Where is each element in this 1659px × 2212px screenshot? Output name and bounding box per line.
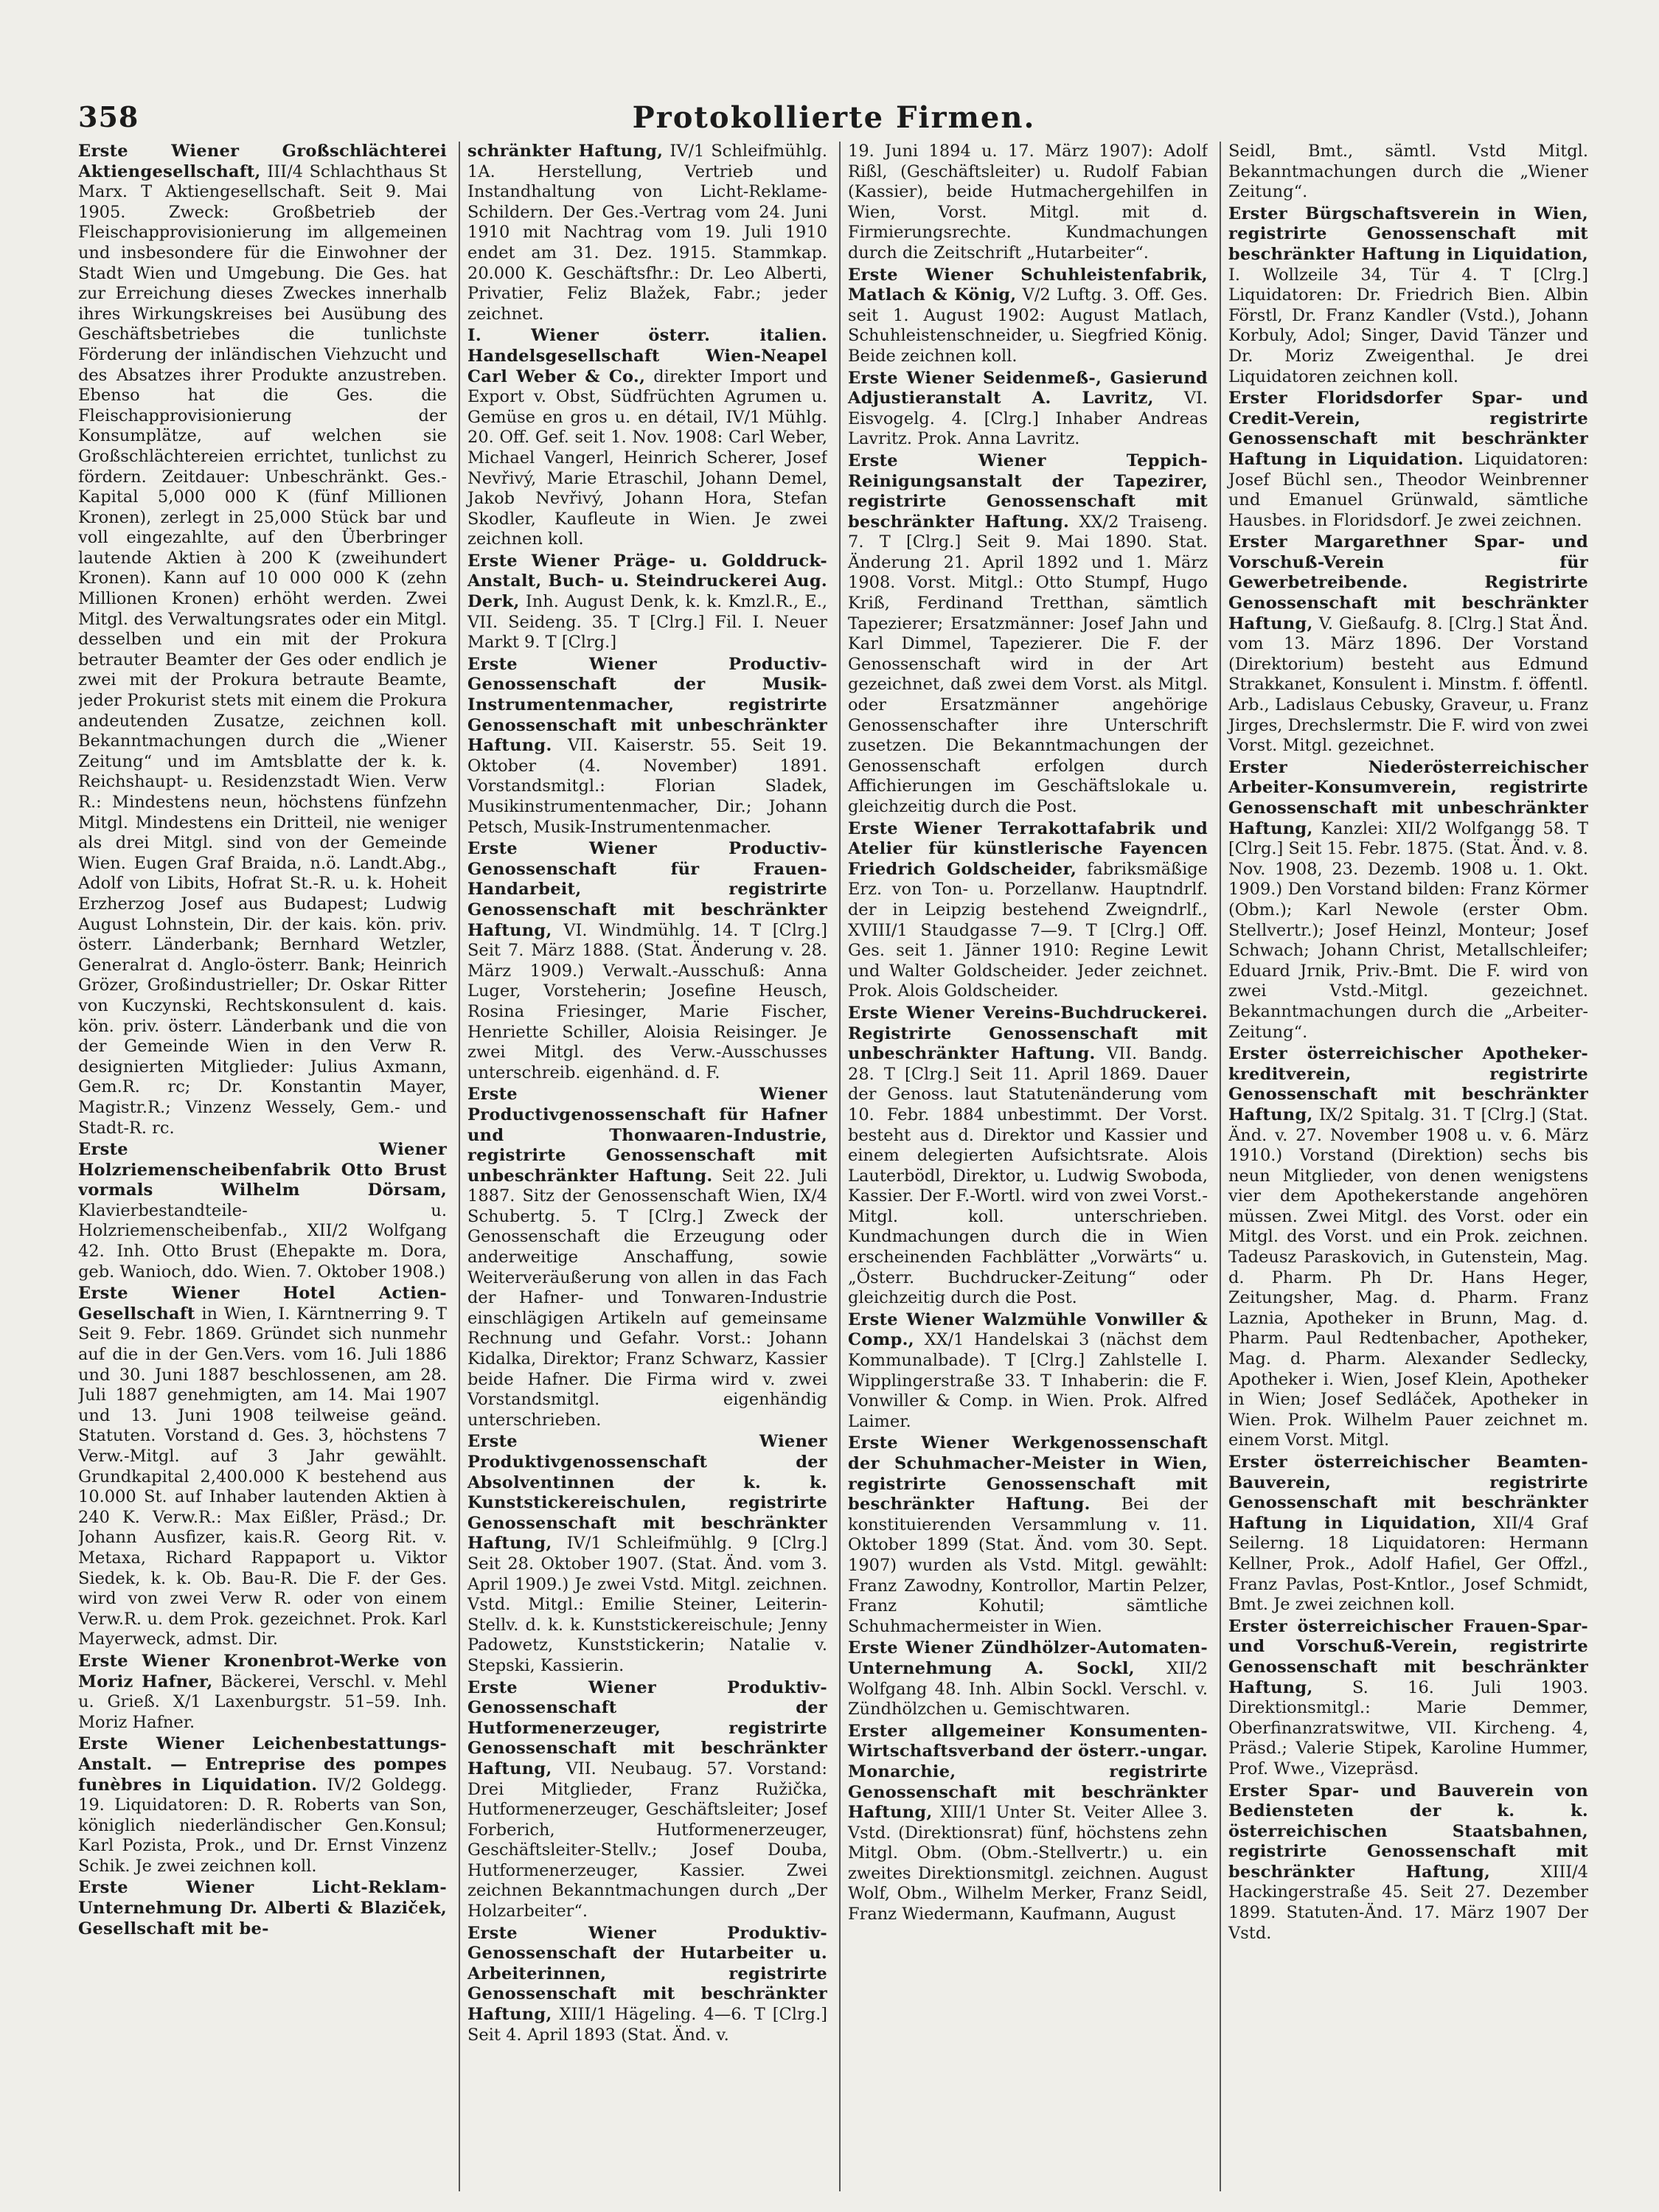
firm-entry — [848, 819, 1208, 1002]
firm-details: Seidl, Bmt., sämtl. Vstd Mitgl. Bekanntmachungen durch die „Wiener Zeitung“. — [1228, 142, 1588, 202]
firm-details: VII. Kaiserstr. 55. Seit 19. Oktober (4. November) 1891. Vorstandsmitgl.: Florian Sladek, Musikinstrumentenmacher, Dir.; Johann Petsch, Musik-Instrumentenmacher. — [467, 736, 827, 837]
firm-name: Erster österreichischer Frauen-Spar- und Vorschuß-Verein, registrirte Genossenschaft mit beschränkter Haftung, — [1228, 1616, 1588, 1697]
firm-name: Erster Margarethner Spar- und Vorschuß-Verein für Gewerbetreibende. Registrirte Genossenschaft mit beschränkter Haftung, — [1228, 532, 1588, 633]
firm-details: XIII/4 Hackingerstraße 45. Seit 27. Dezember 1899. Statuten-Änd. 17. März 1907 Der Vstd. — [1228, 1862, 1588, 1943]
firm-entry — [467, 1678, 827, 1922]
firm-details: direkter Import und Export v. Obst, Südfrüchten Agrumen u. Gemüse en gros u. en détail, IV/1 Mühlg. 20. Off. Gef. seit 1. Nov. 1908: Carl Weber, Michael Vangerl, Heinrich Scherer, Josef Nevřivý, Marie Etraschil, Johann Demel, Jakob Nevřivý, Johann Hora, Stefan Skodler, Kaufleute in Wien. Je zwei zeichnen koll. — [467, 366, 827, 549]
firm-entry — [1228, 532, 1588, 757]
firm-entry — [848, 451, 1208, 818]
firm-name: Erste Wiener Holzriemenscheibenfabrik Otto Brust vormals Wilhelm Dörsam, — [78, 1140, 447, 1200]
firm-name: Erster Floridsdorfer Spar- und Credit-Verein, registrirte Genossenschaft mit beschränkter Haftung in Liquidation. — [1228, 389, 1588, 469]
firm-entry — [467, 142, 827, 324]
firm-entry — [848, 1722, 1208, 1925]
firm-details: Kanzlei: XII/2 Wolfgangg 58. T [Clrg.] Seit 15. Febr. 1875. (Stat. Änd. v. 8. Nov. 1908, 23. Dezemb. 1908 u. 1. Okt. 1909.) Den Vorstand bilden: Franz Körmer (Obm.); Karl Newole (erster Obm. Stellvertr.); Josef Heinzl, Monteur; Josef Schwach; Johann Christ, Metallschleifer; Eduard Jrnik, Priv.-Bmt. Die F. wird von zwei Vstd.-Mitgl. gezeichnet. Bekanntmachungen durch die „Arbeiter-Zeitung“. — [1228, 818, 1588, 1042]
firm-entry — [78, 1140, 447, 1282]
firm-details: Bäckerei, Verschl. v. Mehl u. Grieß. X/1 Laxenburgstr. 51–59. Inh. Moriz Hafner. — [78, 1672, 447, 1732]
firm-details: Inh. August Denk, k. k. Kmzl.R., E., VII. Seideng. 35. T [Clrg.] Fil. I. Neuer Markt 9. T [Clrg.] — [467, 592, 827, 653]
firm-entry — [467, 655, 827, 838]
firm-entry — [1228, 204, 1588, 387]
firm-details: III/4 Schlachthaus St Marx. T Aktiengesellschaft. Seit 9. Mai 1905. Zweck: Großbetrieb der Fleischapprovisionierung im allgemeinen und insbesondere für die Einwohner der Stadt Wien und Umgebung. Die Ges. hat zur Erreichung dieses Zweckes innerhalb ihres Wirkungskreises bei Ausübung des Geschäftsbetriebes die tunlichste Förderung der inländischen Viehzucht und des Absatzes ihrer Produkte anzustreben. Ebenso hat die Ges. die Fleischapprovisionierung der Konsumplätze, auf welchen sie Großschlächtereien errichtet, tunlichst zu fördern. Zeitdauer: Unbeschränkt. Ges.-Kapital 5,000 000 K (fünf Millionen Kronen), zerlegt in 25,000 Stück bar und voll eingezahlte, auf den Überbringer lautende Aktien à 200 K (zweihundert Kronen). Kann auf 10 000 000 K (zehn Millionen Kronen) erhöht werden. Zwei Mitgl. des Verwaltungsrates oder ein Mitgl. desselben und ein mit der Prokura betrauter Beamter der Ges oder endlich je zwei mit der Prokura betraute Beamte, jeder Prokurist stets mit einem die Prokura andeutenden Zusatze, zeichnen koll. Bekanntmachungen durch die „Wiener Zeitung“ und im Amtsblatte der k. k. Reichshaupt- u. Residenzstadt Wien. Verw R.: Mindestens neun, höchstens fünfzehn Mitgl. Mindestens ein Dritteil, nie weniger als drei Mitgl. sind von der Gemeinde Wien. Eugen Graf Braida, n.ö. Landt.Abg., Adolf von Libits, Hofrat St.-R. u. k. Hoheit Erzherzog Josef aus Budapest; Ludwig August Lohnstein, Dir. der kais. kön. priv. österr. Länderbank; Bernhard Wetzler, Generalrat d. Anglo-österr. Bank; Heinrich Grözer, Großindustrieller; Dr. Oskar Ritter von Kuczynski, Rechtskonsulent d. kais. kön. priv. österr. Länderbank und die von der Gemeinde Wien in den Verw R. designierten Mitglieder: Julius Axmann, Gem.R. rc; Dr. Konstantin Mayer, Magistr.R.; Vinzenz Wessely, Gem.- und Stadt-R. rc. — [78, 161, 447, 1138]
firm-name: Erste Wiener Produktiv-Genossenschaft der Hutformenerzeuger, registrirte Genossenschaft mit beschränkter Haftung, — [467, 1677, 827, 1778]
firm-details: Klavierbestandteile- u. Holzriemenscheibenfab., XII/2 Wolfgang 42. Inh. Otto Brust (Ehepakte m. Dora, geb. Wanioch, ddo. Wien. 7. Oktober 1908.) — [78, 1200, 447, 1281]
firm-name: Erste Wiener Productiv-Genossenschaft der Musik-Instrumentenmacher, registrirte Genossenschaft mit unbeschränkter Haftung. — [467, 654, 827, 756]
firm-details: V. Gießaufg. 8. [Clrg.] Stat Änd. vom 13. März 1896. Der Vorstand (Direktorium) besteht aus Edmund Strakkanet, Konsulent i. Minstm. f. öffentl. Arb., Ladislaus Cebusky, Graveur, u. Franz Jirges, Drechslermstr. Die F. wird von zwei Vorst. Mitgl. gezeichnet. — [1228, 613, 1588, 756]
firm-entry — [848, 1310, 1208, 1433]
firm-name: Erster österreichischer Beamten-Bauverein, registrirte Genossenschaft mit beschränkter Haftung in Liquidation, — [1228, 1453, 1588, 1533]
firm-entry — [848, 1004, 1208, 1309]
firm-details: IV/1 Schleifmühlg. 1A. Herstellung, Vertrieb und Instandhaltung von Licht-Reklame-Schildern. Der Ges.-Vertrag vom 24. Juni 1910 mit Nachtrag vom 19. Juli 1910 endet am 31. Dez. 1915. Stammkap. 20.000 K. Geschäftsfhr.: Dr. Leo Alberti, Privatier, Feliz Blažek, Fabr.; jeder zeichnet. — [467, 142, 827, 324]
firm-entry — [848, 1638, 1208, 1719]
firm-entry — [1228, 1781, 1588, 1944]
firm-name: Erste Wiener Terrakottafabrik und Atelier für künstlerische Fayencen Friedrich Goldscheider, — [848, 818, 1208, 879]
firm-details: VII. Neubaug. 57. Vorstand: Drei Mitglieder, Franz Ružička, Hutformenerzeuger, Geschäftsleiter; Josef Forberich, Hutformenerzeuger, Geschäftsleiter-Stellv.; Josef Douba, Hutformenerzeuger, Kassier. Zwei zeichnen Bekanntmachungen durch „Der Holzarbeiter“. — [467, 1759, 827, 1921]
firm-details: V/2 Luftg. 3. Off. Ges. seit 1. August 1902: August Matlach, Schuhleistenschneider, u. Siegfried König. Beide zeichnen koll. — [848, 285, 1208, 366]
firm-details: XII/2 Wolfgang 48. Inh. Albin Sockl. Verschl. v. Zündhölzchen u. Gemischtwaren. — [848, 1658, 1208, 1719]
page-number: 358 — [78, 100, 139, 133]
firm-entry — [848, 265, 1208, 367]
firm-details: I. Wollzeile 34, Tür 4. T [Clrg.] Liquidatoren: Dr. Friedrich Bien. Albin Förstl, Dr. Franz Kandler (Vstd.), Johann Korbuly, Adol; Singer, David Tänzer und Dr. Moriz Zweigenthal. Je drei Liquidatoren zeichnen koll. — [1228, 265, 1588, 386]
firm-entry — [78, 1734, 447, 1877]
firm-details: XIII/1 Unter St. Veiter Allee 3. Vstd. (Direktionsrat) fünf, höchstens zehn Mitgl. Obm. (Obm.-Stellvertr.) u. ein zweites Direktionsmitgl. zeichnen. August Wolf, Obm., Wilhelm Merker, Franz Seidl, Franz Wiedermann, Kaufmann, August — [848, 1803, 1208, 1924]
firm-name: Erste Wiener Schuhleistenfabrik, Matlach & König, — [848, 265, 1208, 305]
firm-entry — [467, 326, 827, 550]
firm-name: Erste Wiener Hotel Actien-Gesellschaft — [78, 1284, 447, 1324]
page-header — [78, 100, 1590, 142]
firm-details: VI. Eisvogelg. 4. [Clrg.] Inhaber Andreas Lavritz. Prok. Anna Lavritz. — [848, 389, 1208, 449]
firm-details: in Wien, I. Kärntnerring 9. T Seit 9. Febr. 1869. Gründet sich nunmehr auf die in der Gen.Vers. vom 16. Juli 1886 und 30. Juni 1887 beschlossenen, am 28. Juli 1887 genehmigten, am 14. Mai 1907 und 13. Juni 1908 teilweise geänd. Statuten. Vorstand d. Ges. 3, höchstens 7 Verw.-Mitgl. auf 3 Jahr gewählt. Grundkapital 2,400.000 K bestehend aus 10.000 St. auf Inhaber lautenden Aktien à 240 K. Verw.R.: Max Eißler, Präsd.; Dr. Johann Ausfizer, kais.R. Georg Rit. v. Metaxa, Richard Rappaport u. Viktor Siedek, k. k. Ob. Bau-R. Die F. der Ges. wird von zwei Verw R. oder von einem Verw.R. u. dem Prok. gezeichnet. Prok. Karl Mayerweck, admst. Dir. — [78, 1304, 447, 1649]
firm-entry — [78, 1652, 447, 1733]
firm-details: S. 16. Juli 1903. Direktionsmitgl.: Marie Demmer, Oberfinanzratswitwe, VII. Kircheng. 4, Präsd.; Valerie Stipek, Karoline Hummer, Prof. Wwe., Vizepräsd. — [1228, 1677, 1588, 1778]
firm-entry — [848, 369, 1208, 450]
firm-name: Erste Wiener Produktivgenossenschaft der Absolventinnen der k. k. Kunststickereischulen, registrirte Genossenschaft mit beschränkter Haftung, — [467, 1432, 827, 1554]
firm-details: XX/1 Handelskai 3 (nächst dem Kommunalbade). T [Clrg.] Zahlstelle I. Wipplingerstraße 33. T Inhaberin: die F. Vonwiller & Comp. in Wien. Prok. Alfred Laimer. — [848, 1330, 1208, 1431]
firm-details: Seit 22. Juli 1887. Sitz der Genossenschaft Wien, IX/4 Schubertg. 5. T [Clrg.] Zweck der Genossenschaft die Erzeugung oder anderweitige Anschaffung, sowie Weiterveräußerung von allen in das Fach der Hafner- und Tonwaren-Industrie einschlägigen Artikeln auf gemeinsame Rechnung und Gefahr. Vorst.: Johann Kidalka, Direktor; Franz Schwarz, Kassier beide Hafner. Die Firma wird v. zwei Vorstandsmitgl. eigenhändig unterschrieben. — [467, 1166, 827, 1430]
firm-details: XX/2 Traiseng. 7. T [Clrg.] Seit 9. Mai 1890. Stat. Änderung 21. April 1892 und 1. März 1908. Vorst. Mitgl.: Otto Stumpf, Hugo Kriß, Ferdinand Tretthan, sämtlich Tapezierer; Ersatzmänner: Josef Jahn und Karl Dimmel, Tapezierer. Die F. der Genossenschaft wird in der Art gezeichnet, daß zwei dem Vorst. als Mitgl. oder Ersatzmänner angehörige Genossenschafter ihre Unterschrift zusetzen. Die Bekanntmachungen der Genossenschaft erfolgen durch Affichierungen im Geschäftslokale u. gleichzeitig durch die Post. — [848, 512, 1208, 816]
firm-entry — [78, 142, 447, 1138]
firm-name: Erste Wiener Seidenmeß-, Gasierund Adjustieranstalt A. Lavritz, — [848, 368, 1208, 408]
firm-name: Erste Wiener Walzmühle Vonwiller & Comp., — [848, 1310, 1208, 1350]
firm-entry — [1228, 1044, 1588, 1451]
firm-details: XII/4 Graf Seilerng. 18 Liquidatoren: Hermann Kellner, Prok., Adolf Hafiel, Ger Offzl., Franz Pavlas, Post-Kntlor., Josef Schmidt, Bmt. Je zwei zeichnen koll. — [1228, 1513, 1588, 1615]
firm-name: schränkter Haftung, — [467, 142, 664, 161]
firm-name: Erste Wiener Licht-Reklam-Unternehmung Dr. Alberti & Blaziček, Gesellschaft mit be- — [78, 1878, 447, 1938]
firm-details: 19. Juni 1894 u. 17. März 1907): Adolf Rißl, (Geschäftsleiter) u. Rudolf Fabian (Kassier), beide Hutmachergehilfen in Wien, Vorst. Mitgl. mit d. Firmierungsrechte. Kundmachungen durch die Zeitschrift „Hutarbeiter“. — [848, 142, 1208, 262]
column-2 — [459, 142, 827, 2191]
firm-name: Erste Wiener Leichenbestattungs-Anstalt. — Entreprise des pompes funèbres in Liquidation. — [78, 1734, 447, 1795]
firm-name: Erste Wiener Productivgenossenschaft für Hafner und Thonwaaren-Industrie, registrirte Genossenschaft mit unbeschränkter Haftung. — [467, 1085, 827, 1186]
firm-entry — [467, 1432, 827, 1676]
firm-details: IV/2 Goldegg. 19. Liquidatoren: D. R. Roberts van Son, königlich niederländischer Gen.Konsul; Karl Pozista, Prok., und Dr. Ernst Vinzenz Schik. Je zwei zeichnen koll. — [78, 1775, 447, 1876]
firm-name: Erste Wiener Zündhölzer-Automaten-Unternehmung A. Sockl, — [848, 1638, 1208, 1678]
firm-entry — [1228, 389, 1588, 531]
text-columns — [78, 142, 1590, 2191]
firm-name: Erster Niederösterreichischer Arbeiter-Konsumverein, registrirte Genossenschaft mit unbeschränkter Haftung, — [1228, 757, 1588, 838]
firm-name: Erste Wiener Produktiv-Genossenschaft der Hutarbeiter u. Arbeiterinnen, registrirte Genossenschaft mit beschränkter Haftung, — [467, 1923, 827, 2025]
firm-entry — [1228, 1453, 1588, 1615]
firm-entry — [467, 1924, 827, 2046]
firm-details: XIII/1 Hägeling. 4—6. T [Clrg.] Seit 4. April 1893 (Stat. Änd. v. — [467, 2005, 827, 2045]
firm-details: IV/1 Schleifmühlg. 9 [Clrg.] Seit 28. Oktober 1907. (Stat. Änd. vom 3. April 1909.) Je zwei Vstd. Mitgl. zeichnen. Vstd. Mitgl.: Emilie Steiner, Leiterin-Stellv. d. k. k. Kunststickereischule; Jenny Padowetz, Kunststickerin; Natalie v. Stepski, Kassierin. — [467, 1534, 827, 1675]
firm-name: Erste Wiener Großschlächterei Aktiengesellschaft, — [78, 142, 447, 181]
firm-details: Liquidatoren: Josef Büchl sen., Theodor Weinbrenner und Emanuel Grünwald, sämtliche Hausbes. in Floridsdorf. Je zwei zeichnen. — [1228, 449, 1588, 530]
firm-name: Erste Wiener Kronenbrot-Werke von Moriz Hafner, — [78, 1651, 447, 1691]
firm-name: Erste Wiener Teppich-Reinigungsanstalt der Tapezirer, registrirte Genossenschaft mit beschränkter Haftung. — [848, 451, 1208, 532]
column-1 — [78, 142, 447, 2191]
column-4 — [1220, 142, 1588, 2191]
firm-entry — [1228, 1617, 1588, 1780]
running-title: Protokollierte Firmen. — [632, 100, 1036, 135]
firm-name: Erste Wiener Productiv-Genossenschaft für Frauen-Handarbeit, registrirte Genossenschaft mit beschränkter Haftung, — [467, 839, 827, 940]
firm-details: VII. Bandg. 28. T [Clrg.] Seit 11. April 1869. Dauer der Genoss. laut Statutenänderung vom 10. Febr. 1884 unbestimmt. Der Vorst. besteht aus d. Direktor und Kassier und einem delegierten Aufsichtsrate. Alois Lauterbödl, Direktor, u. Ludwig Swoboda, Kassier. Der F.-Wortl. wird von zwei Vorst.-Mitgl. koll. unterschrieben. Kundmachungen durch die in Wien erscheinenden Fachblätter „Vorwärts“ u. „Österr. Buchdrucker-Zeitung“ oder gleichzeitig durch die Post. — [848, 1044, 1208, 1308]
firm-name: Erster österreichischer Apotheker-kreditverein, registrirte Genossenschaft mit beschränkter Haftung, — [1228, 1044, 1588, 1124]
firm-name: Erste Wiener Werkgenossenschaft der Schuhmacher-Meister in Wien, registrirte Genossenschaft mit beschränkter Haftung. — [848, 1433, 1208, 1514]
firm-name: I. Wiener österr. italien. Handelsgesellschaft Wien-Neapel Carl Weber & Co., — [467, 326, 827, 386]
firm-name: Erste Wiener Vereins-Buchdruckerei. Registrirte Genossenschaft mit unbeschränkter Haftung. — [848, 1003, 1208, 1064]
firm-entry — [467, 839, 827, 1083]
firm-entry — [78, 1284, 447, 1650]
firm-details: VI. Windmühlg. 14. T [Clrg.] Seit 7. März 1888. (Stat. Änderung v. 28. März 1909.) Verwalt.-Ausschuß: Anna Luger, Vorsteherin; Josefine Heusch, Rosina Friesinger, Marie Fischer, Henriette Schiller, Aloisia Reisinger. Je zwei Mitgl. des Verw.-Ausschusses unterschreib. eigenhänd. d. F. — [467, 920, 827, 1082]
firm-entry — [1228, 142, 1588, 203]
firm-name: Erster Spar- und Bauverein von Bediensteten der k. k. österreichischen Staatsbahnen, registrirte Genossenschaft mit beschränkter Haftung, — [1228, 1781, 1588, 1882]
firm-name: Erster allgemeiner Konsumenten-Wirtschaftsverband der österr.-ungar. Monarchie, registrirte Genossenschaft mit beschränkter Haftung, — [848, 1721, 1208, 1823]
firm-details: Bei der konstituierenden Versammlung v. 11. Oktober 1899 (Stat. Änd. vom 30. Sept. 1907) wurden als Vstd. Mitgl. gewählt: Franz Zawodny, Kontrollor, Martin Pelzer, Franz Kohutil; sämtliche Schuhmachermeister in Wien. — [848, 1495, 1208, 1636]
firm-entry — [848, 142, 1208, 264]
firm-details: IX/2 Spitalg. 31. T [Clrg.] (Stat. Änd. v. 27. November 1908 u. v. 6. März 1910.) Vorstand (Direktion) sechs bis neun Mitglieder, von denen wenigstens vier dem Apothekerstande angehören müssen. Zwei Mitgl. des Vorst. oder ein Mitgl. des Vorst. und ein Prok. zeichnen. Tadeusz Paraskovich, in Gutenstein, Mag. d. Pharm. Ph Dr. Hans Heger, Zeitungsher, Mag. d. Pharm. Franz Laznia, Apotheker in Brunn, Mag. d. Pharm. Paul Redtenbacher, Apotheker, Mag. d. Pharm. Alexander Sedlecky, Apotheker i. Wien, Josef Klein, Apotheker in Wien; Josef Sedláček, Apotheker in Wien. Prok. Wilhelm Pauer zeichnet m. einem Vorst. Mitgl. — [1228, 1105, 1588, 1450]
firm-entry — [848, 1433, 1208, 1637]
firm-entry — [78, 1878, 447, 1939]
firm-entry — [467, 552, 827, 653]
firm-name: Erster Bürgschaftsverein in Wien, registrirte Genossenschaft mit beschränkter Haftung in Liquidation, — [1228, 204, 1588, 264]
column-3 — [839, 142, 1208, 2191]
firm-name: Erste Wiener Präge- u. Golddruck-Anstalt, Buch- u. Steindruckerei Aug. Derk, — [467, 551, 827, 612]
firm-entry — [1228, 758, 1588, 1043]
firm-entry — [467, 1085, 827, 1430]
firm-details: fabriksmäßige Erz. von Ton- u. Porzellanw. Hauptndrlf. der in Leipzig bestehend Zweigndrlf., XVIII/1 Staudgasse 7—9. T [Clrg.] Off. Ges. seit 1. Jänner 1910: Regine Lewit und Walter Goldscheider. Jeder zeichnet. Prok. Alois Goldscheider. — [848, 859, 1208, 1001]
